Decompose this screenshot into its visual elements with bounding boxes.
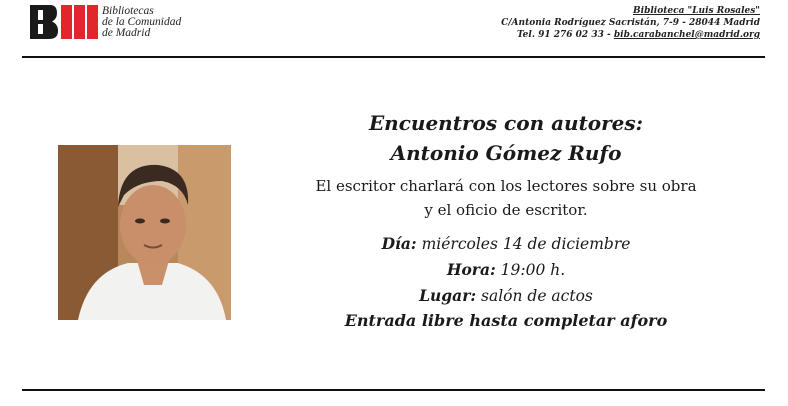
time-label: Hora: [446,260,496,279]
entry-note: Entrada libre hasta completar aforo [344,311,668,330]
event-info [276,231,736,309]
event-details [276,108,736,333]
place-value: salón de actos [476,287,593,305]
event-title: Encuentros con autores: [368,111,644,135]
library-name[interactable]: Biblioteca "Luis Rosales" [633,6,760,16]
author-name: Antonio Gómez Rufo [390,141,622,165]
event-description [276,174,736,222]
description-line-1: El escritor charlará con los lectores sobre su obra [315,177,697,195]
top-divider [22,56,765,58]
event-time [276,257,736,283]
day-label: Día: [381,234,417,253]
author-photo [58,145,231,320]
bm-logo-icon [30,5,98,39]
time-value: 19:00 h. [495,261,566,279]
day-value: miércoles 14 de diciembre [416,235,631,253]
event-place [276,283,736,309]
library-phone: Tel. 91 276 02 33 - [517,30,614,40]
email-link[interactable]: bib.carabanchel@madrid.org [613,30,760,40]
library-phone-line [501,29,760,41]
library-logo [30,5,200,45]
bottom-divider [22,389,765,391]
library-address: C/Antonia Rodríguez Sacristán, 7-9 - 28044 Madrid [501,18,760,28]
place-label: Lugar: [419,286,477,305]
logo-text: Bibliotecas de la Comunidad de Madrid [102,5,182,39]
description-line-2: y el oficio de escritor. [424,201,588,219]
library-contact [501,5,760,41]
event-day [276,231,736,257]
